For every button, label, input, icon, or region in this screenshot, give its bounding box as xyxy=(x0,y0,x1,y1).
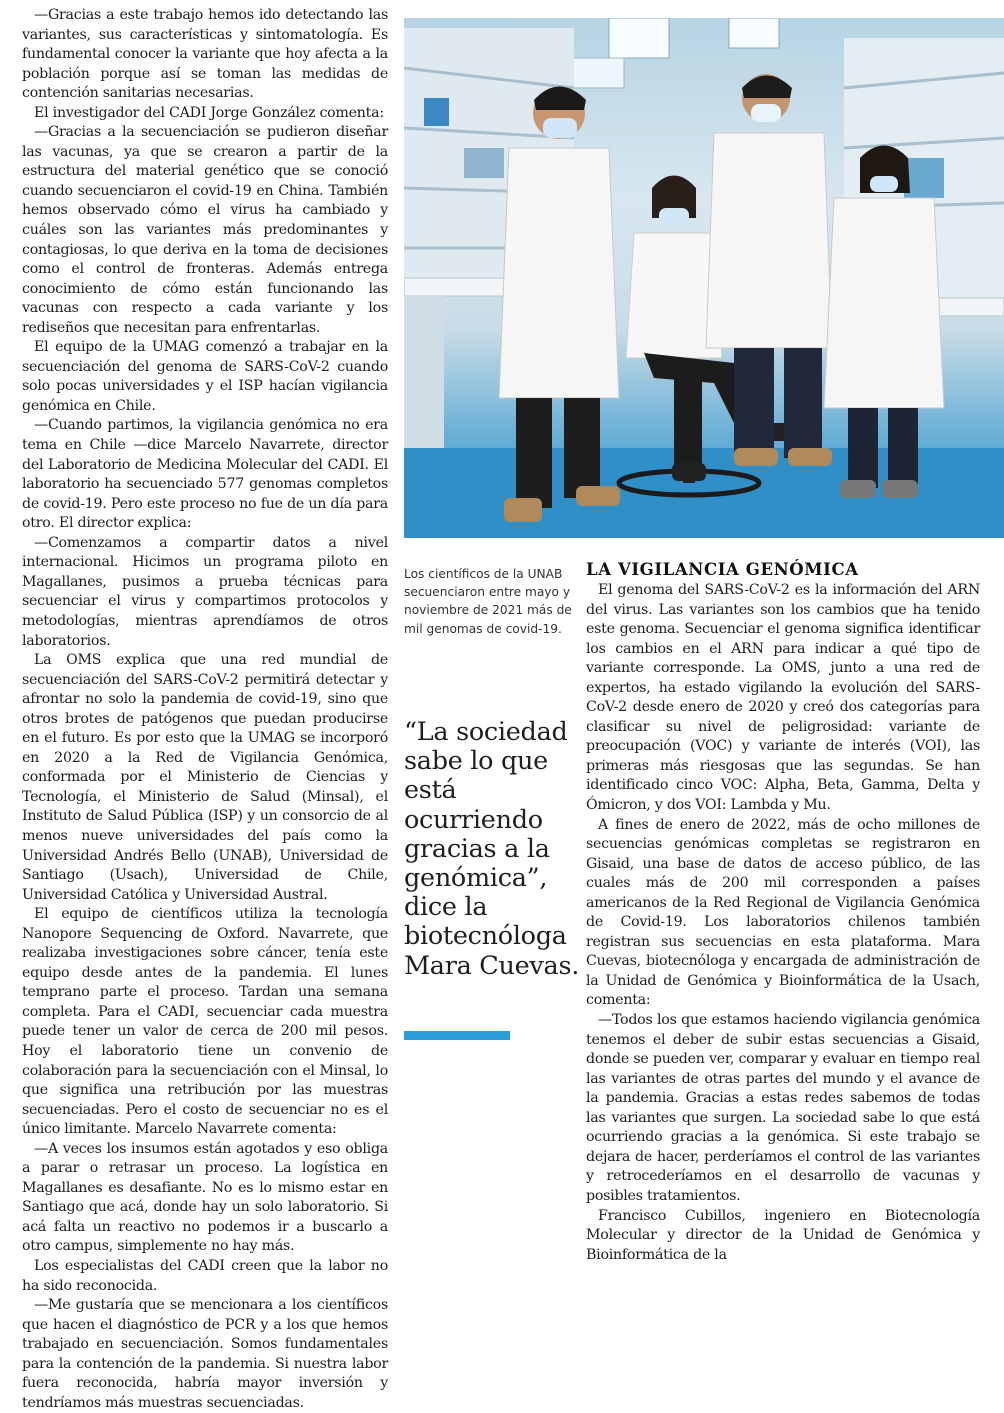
paragraph: —A veces los insumos están agotados y eso obliga a parar o retrasar un proceso. La logística en Magallanes es desafiante. No es lo mismo estar en Santiago que acá, donde hay un solo laboratorio. Si acá falta un reactivo no podemos ir a buscarlo a otro campus, simplemente no hay más. xyxy=(22,1140,388,1255)
paragraph: Francisco Cubillos, ingeniero en Biotecnología Molecular y director de la Unidad de Genómica y Bioinformática de la xyxy=(586,1207,980,1263)
paragraph: —Todos los que estamos haciendo vigilancia genómica tenemos el deber de subir estas secuencias a Gisaid, donde se pueden ver, comparar y evaluar en tiempo real las variantes de otras partes del mundo y el avance de la pandemia. Gracias a estas redes sabemos de todas las variantes que surgen. La sociedad sabe lo que está ocurriendo gracias a la genómica. Si este trabajo se dejara de hacer, perderíamos el control de las variantes y retrocederíamos en el desarrollo de vacunas y posibles tratamientos. xyxy=(586,1012,980,1204)
paragraph: La OMS explica que una red mundial de secuenciación del SARS-CoV-2 permitirá detectar y afrontar no solo la pandemia de covid-19, sino que otros brotes de patógenos que puedan producirse en el futuro. Es por esto que la UMAG se incorporó en 2020 a la Red de Vigilancia Genómica, conformada por el Ministerio de Ciencias y Tecnología, el Ministerio de Salud (Minsal), el Instituto de Salud Pública (ISP) y un consorcio de al menos nueve universidades del país como la Universidad Andrés Bello (UNAB), Universidad de Santiago (Usach), Universidad de Chile, Universidad Católica y Universidad Austral. xyxy=(22,652,388,903)
paragraph: —Gracias a la secuenciación se pudieron diseñar las vacunas, ya que se crearon a partir de la estructura del material genético que se conoció cuando secuenciaron el covid-19 en China. También hemos observado cómo el virus ha cambiado y cuáles son las variantes más predominantes y contagiosas, lo que deriva en la toma de decisiones como el control de fronteras. Además entrega conocimiento de cómo están funcionando las vacunas con respecto a cada variante y los rediseños que necesitan para enfrentarlas. xyxy=(22,124,388,336)
quote-accent-bar xyxy=(404,1031,510,1040)
paragraph: Los especialistas del CADI creen que la labor no ha sido reconocida. xyxy=(22,1258,388,1294)
paragraph: El investigador del CADI Jorge González comenta: xyxy=(34,104,384,121)
paragraph: —Gracias a este trabajo hemos ido detectando las variantes, sus características y sintomatología. Es fundamental conocer la variante que hoy afecta a la población porque así se toman las medidas de contención sanitarias necesarias. xyxy=(22,7,388,102)
section-heading: LA VIGILANCIA GENÓMICA xyxy=(586,560,859,579)
pull-quote: “La sociedad sabe lo que está ocurriendo gracias a la genómica”, dice la biotecnóloga Mara Cuevas. xyxy=(404,717,580,981)
paragraph: —Cuando partimos, la vigilancia genómica no era tema en Chile —dice Marcelo Navarrete, director del Laboratorio de Medicina Molecular del CADI. El laboratorio ha secuenciado 577 genomas completos de covid-19. Pero este proceso no fue de un día para otro. El director explica: xyxy=(22,417,388,532)
lab-scene-illustration xyxy=(404,18,1004,538)
photo-caption: Los científicos de la UNAB secuenciaron entre mayo y noviembre de 2021 más de mil genomas de covid-19. xyxy=(404,567,572,636)
paragraph: El equipo de científicos utiliza la tecnología Nanopore Sequencing de Oxford. Navarrete, que realizaba investigaciones sobre cáncer, tenía este equipo desde antes de la pandemia. El lunes temprano parte el proceso. Tardan una semana completa. Para el CADI, secuenciar cada muestra puede tener un valor de cerca de 200 mil pesos. Hoy el laboratorio tiene un convenio de colaboración para la secuenciación con el Minsal, lo que significa una retribución por las muestras secuenciadas. Pero el costo de secuenciar no es el único limitante. Marcelo Navarrete comenta: xyxy=(22,906,388,1138)
paragraph: —Me gustaría que se mencionara a los científicos que hacen el diagnóstico de PCR y a los que hemos trabajado en secuenciación. Somos fundamentales para la contención de la pandemia. Si nuestra labor fuera reconocida, habría mayor inversión y tendríamos más muestras secuenciadas. xyxy=(22,1297,388,1411)
article-left-column xyxy=(22,6,388,1413)
paragraph: El equipo de la UMAG comenzó a trabajar en la secuenciación del genoma de SARS-CoV-2 cuando solo pocas universidades y el ISP hacían vigilancia genómica en Chile. xyxy=(22,339,388,414)
paragraph: El genoma del SARS-CoV-2 es la información del ARN del virus. Las variantes son los cambios que ha tenido este genoma. Secuenciar el genoma significa identificar los cambios en el ARN para indicar a qué tipo de variante corresponde. La OMS, junto a una red de expertos, ha estado vigilando la evolución del SARS-CoV-2 desde enero de 2020 y creó dos categorías para clasificar su nivel de peligrosidad: variante de preocupación (VOC) y variante de interés (VOI), las primeras más riesgosas que las segundas. Se han identificado cinco VOC: Alpha, Beta, Gamma, Delta y Ómicron, y dos VOI: Lambda y Mu. xyxy=(586,582,980,814)
lab-team-photo xyxy=(404,18,1004,538)
article-right-column xyxy=(586,560,980,1265)
paragraph: A fines de enero de 2022, más de ocho millones de secuencias genómicas completas se registraron en Gisaid, una base de datos de acceso público, de las cuales más de 200 mil corresponden a países americanos de la Red Regional de Vigilancia Genómica de Covid-19. Los laboratorios chilenos también registran sus secuencias en esta plataforma. Mara Cuevas, biotecnóloga y encargada de administración de la Unidad de Genómica y Bioinformática de la Usach, comenta: xyxy=(586,816,980,1009)
paragraph: —Comenzamos a compartir datos a nivel internacional. Hicimos un programa piloto en Magallanes, pusimos a prueba técnicas para secuenciar el virus y compartimos protocolos y metodologías, mientras aprendíamos de otros laboratorios. xyxy=(22,534,388,649)
